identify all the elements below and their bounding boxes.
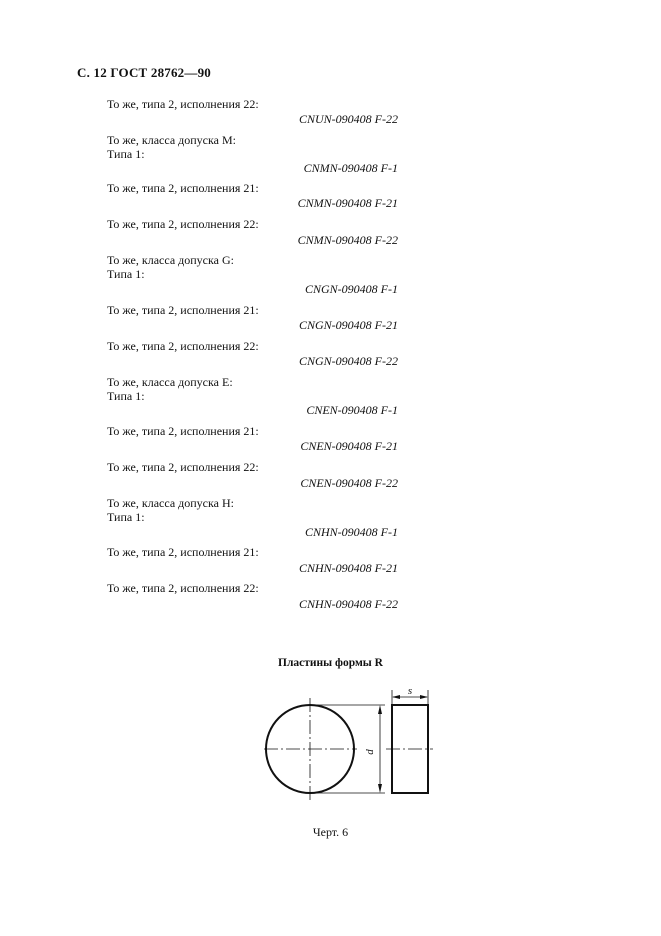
entry-label-line: То же, класса допуска G:	[107, 253, 234, 267]
entry-label	[107, 253, 407, 281]
entry-label-line: То же, типа 2, исполнения 22:	[107, 339, 259, 353]
entry-label-line: То же, типа 2, исполнения 21:	[107, 181, 259, 195]
entry-label	[107, 181, 407, 195]
thickness-label: s	[407, 685, 413, 697]
designation-code: CNMN-090408 F-1	[303, 161, 398, 175]
designation-code: CNGN-090408 F-21	[299, 318, 398, 332]
entry-label-line: То же, класса допуска Н:	[107, 496, 234, 510]
entry-label	[107, 581, 407, 595]
designation-code: CNMN-090408 F-22	[297, 233, 398, 247]
entry-label	[107, 303, 407, 317]
entry-label-line: То же, типа 2, исполнения 21:	[107, 545, 259, 559]
diameter-label: d	[364, 749, 376, 755]
entry-label	[107, 424, 407, 438]
designation-code: CNHN-090408 F-1	[305, 525, 398, 539]
entry-label	[107, 375, 407, 403]
entry-label	[107, 496, 407, 524]
dimension-arrow-left	[392, 695, 400, 699]
entry-label	[107, 133, 407, 161]
figure-caption: Черт. 6	[312, 825, 349, 839]
dimension-arrow-right	[420, 695, 428, 699]
entry-label-line: Типа 1:	[107, 389, 145, 403]
entry-label-line: То же, класса допуска Е:	[107, 375, 233, 389]
entry-label-line: То же, типа 2, исполнения 21:	[107, 303, 259, 317]
dimension-arrow-bottom	[378, 784, 382, 793]
entry-label-line: То же, типа 2, исполнения 22:	[107, 460, 259, 474]
designation-code: CNGN-090408 F-22	[299, 354, 398, 368]
designation-code: CNMN-090408 F-21	[297, 196, 398, 210]
entry-label	[107, 217, 407, 231]
designation-code: CNEN-090408 F-1	[306, 403, 398, 417]
entry-label-line: Типа 1:	[107, 510, 145, 524]
entry-label-line: То же, класса допуска М:	[107, 133, 236, 147]
entry-label	[107, 97, 407, 111]
designation-code: CNHN-090408 F-21	[299, 561, 398, 575]
dimension-arrow-top	[378, 705, 382, 714]
entry-label-line: То же, типа 2, исполнения 22:	[107, 97, 259, 111]
section-title: Пластины формы R	[278, 657, 383, 669]
entry-label-line: То же, типа 2, исполнения 21:	[107, 424, 259, 438]
page-header: С. 12 ГОСТ 28762—90	[77, 65, 211, 80]
entry-label	[107, 339, 407, 353]
designation-code: CNHN-090408 F-22	[299, 597, 398, 611]
entry-label-line: То же, типа 2, исполнения 22:	[107, 581, 259, 595]
entry-label	[107, 545, 407, 559]
entry-label-line: Типа 1:	[107, 147, 145, 161]
entry-label-line: То же, типа 2, исполнения 22:	[107, 217, 259, 231]
insert-drawing	[255, 684, 440, 804]
designation-code: CNGN-090408 F-1	[305, 282, 398, 296]
designation-code: CNUN-090408 F-22	[299, 112, 398, 126]
entry-label-line: Типа 1:	[107, 267, 145, 281]
designation-code: CNEN-090408 F-22	[300, 476, 398, 490]
designation-code: CNEN-090408 F-21	[300, 439, 398, 453]
entry-label	[107, 460, 407, 474]
